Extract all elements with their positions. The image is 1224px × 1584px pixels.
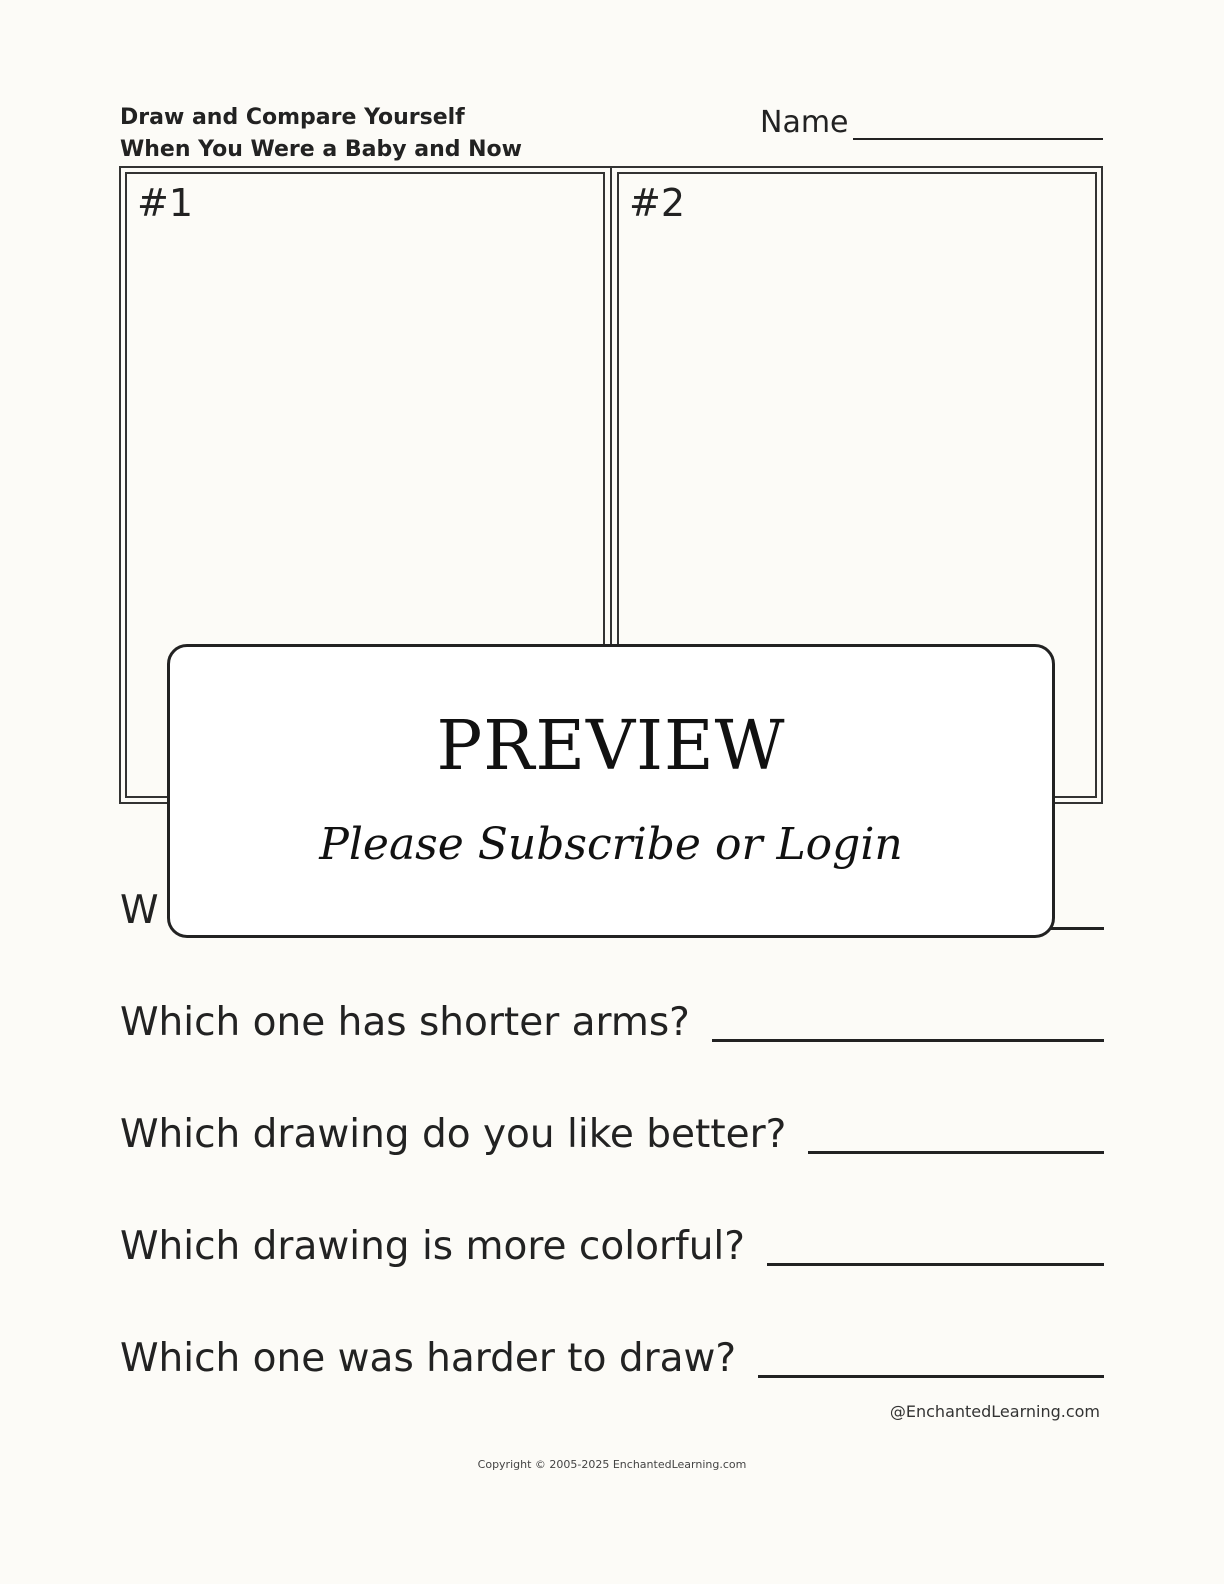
- answer-line-5: [758, 1375, 1104, 1378]
- question-5-text: Which one was harder to draw?: [120, 1336, 737, 1381]
- question-3-text: Which drawing do you like better?: [120, 1112, 787, 1157]
- copyright: Copyright © 2005-2025 EnchantedLearning.com: [477, 1458, 747, 1471]
- title-line-1: Draw and Compare Yourself: [120, 105, 465, 130]
- panel-1-label: #1: [137, 181, 194, 225]
- name-label: Name: [760, 105, 849, 140]
- watermark: @EnchantedLearning.com: [889, 1402, 1100, 1421]
- worksheet-title: [120, 102, 522, 166]
- title-line-2: When You Were a Baby and Now: [120, 137, 522, 162]
- answer-line-2: [712, 1039, 1104, 1042]
- answer-line-3: [808, 1151, 1104, 1154]
- question-3: [120, 1108, 1104, 1158]
- question-5: [120, 1332, 1104, 1382]
- preview-overlay[interactable]: [167, 644, 1055, 938]
- name-blank-line: [853, 108, 1103, 140]
- question-4: [120, 1220, 1104, 1270]
- question-1-text: W: [120, 888, 159, 933]
- panel-2-label: #2: [629, 181, 686, 225]
- question-4-text: Which drawing is more colorful?: [120, 1224, 745, 1269]
- answer-line-4: [767, 1263, 1104, 1266]
- question-2-text: Which one has shorter arms?: [120, 1000, 690, 1045]
- question-2: [120, 996, 1104, 1046]
- name-field: [760, 104, 1103, 140]
- subscribe-login-link[interactable]: Please Subscribe or Login: [319, 819, 903, 870]
- preview-title: PREVIEW: [436, 707, 786, 786]
